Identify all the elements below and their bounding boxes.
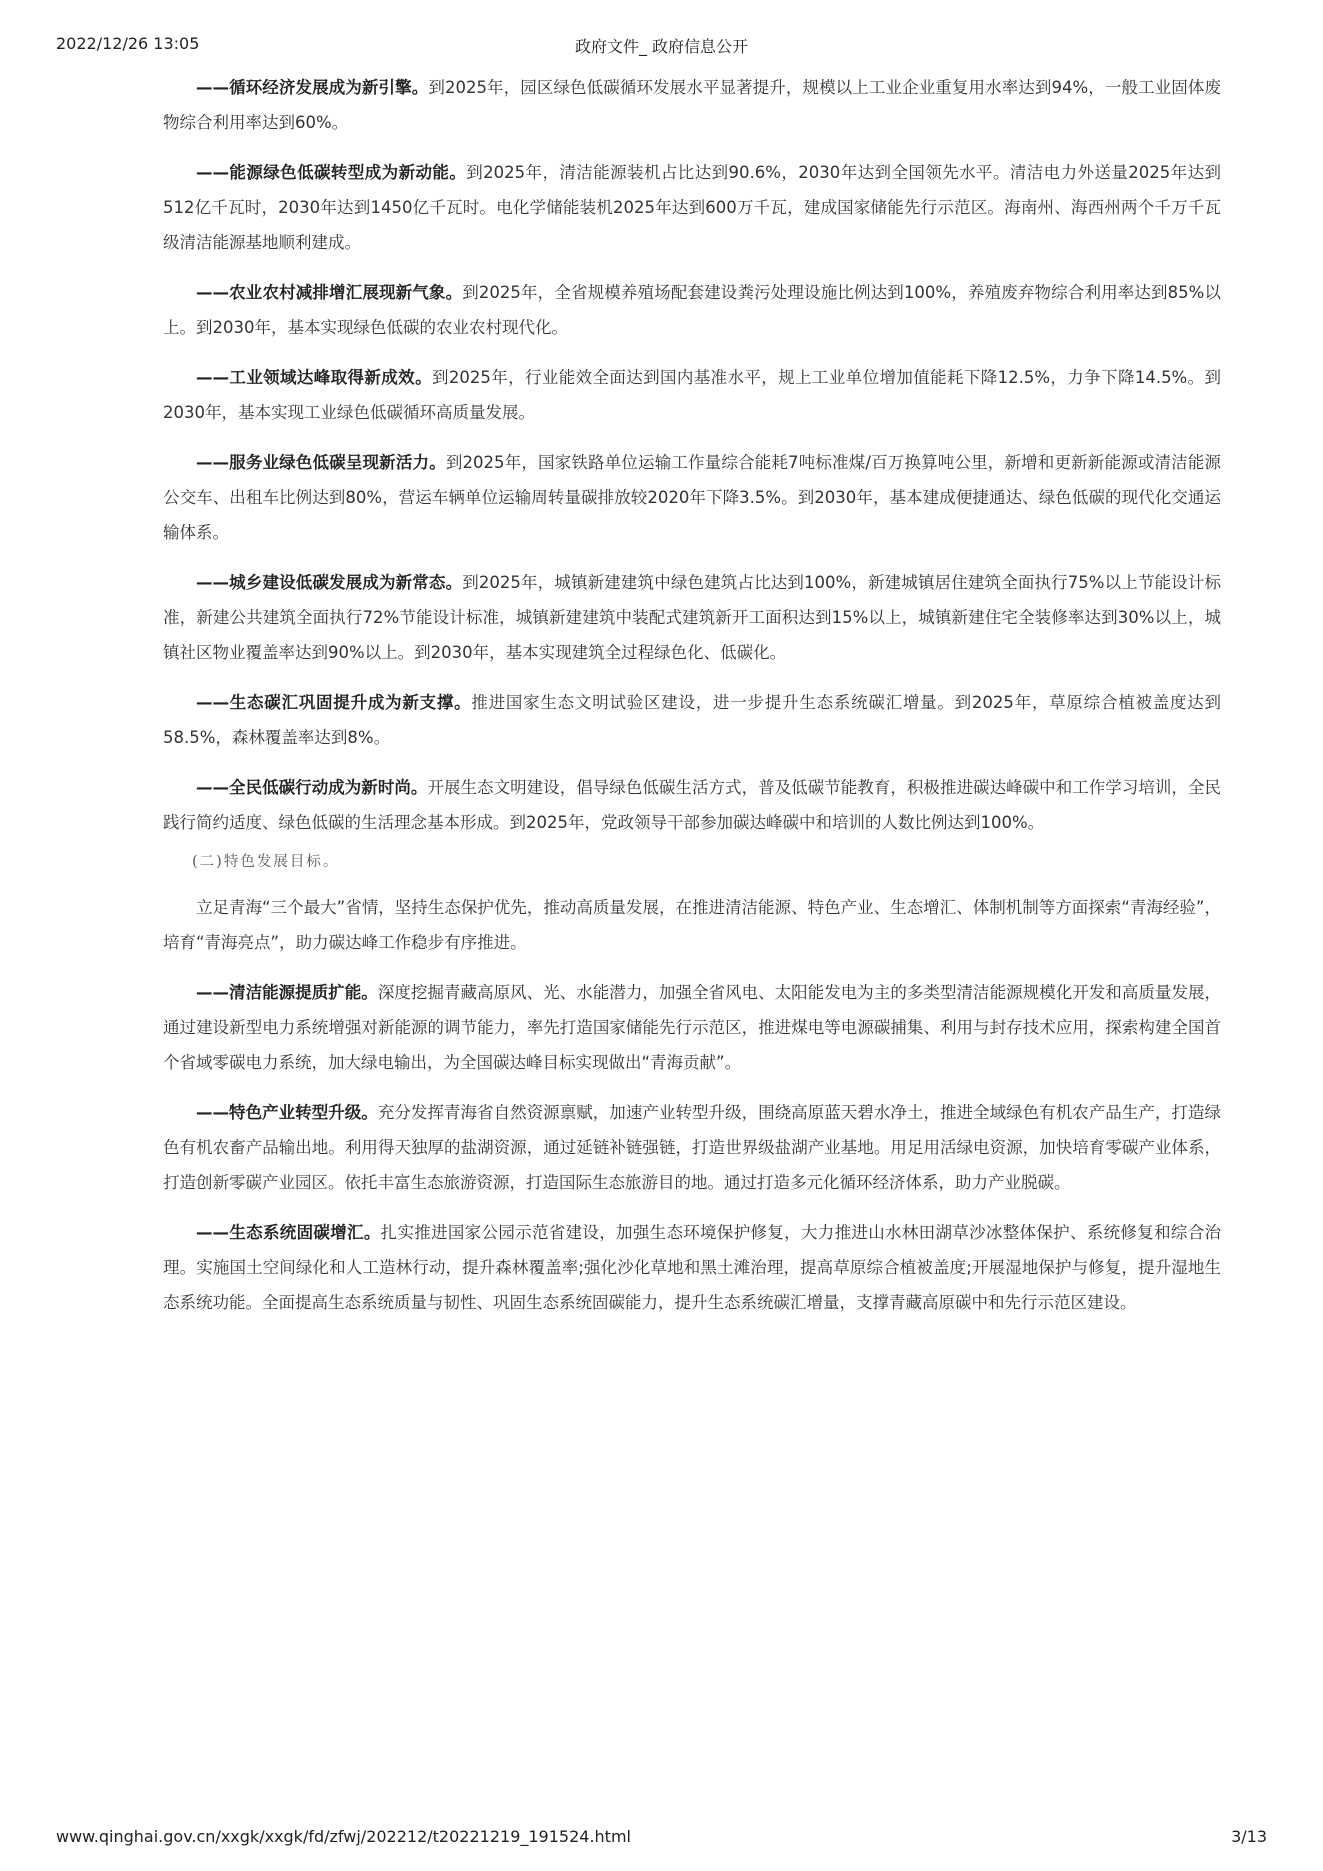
section-intro: 立足青海“三个最大”省情，坚持生态保护优先，推动高质量发展，在推进清洁能源、特色产业、生态增汇、体制机制等方面探索“青海经验”，培育“青海亮点”，助力碳达峰工作稳步有序推进。 xyxy=(163,898,1221,952)
paragraph-text: 到2025年，清洁能源装机占比达到90.6%，2030年达到全国领先水平。清洁电力外送量2025年达到512亿千瓦时，2030年达到1450亿千瓦时。电化学储能装机2025年达到600万千瓦，建成国家储能先行示范区。海南州、海西州两个千万千瓦级清洁能源基地顺利建成。 xyxy=(163,163,1222,252)
paragraph-lead: ——生态碳汇巩固提升成为新支撑。 xyxy=(196,693,472,712)
paragraph-text: 到2025年，国家铁路单位运输工作量综合能耗7吨标准煤/百万换算吨公里，新增和更新新能源或清洁能源公交车、出租车比例达到80%，营运车辆单位运输周转量碳排放较2020年下降3.5%。到2030年，基本建成便捷通达、绿色低碳的现代化交通运输体系。 xyxy=(163,453,1221,542)
paragraph-industry xyxy=(163,360,1221,430)
paragraph-carbon-sink xyxy=(163,685,1221,755)
paragraph-services xyxy=(163,445,1221,550)
print-header xyxy=(56,34,1267,58)
page-url: www.qinghai.gov.cn/xxgk/xxgk/fd/zfwj/202212/t20221219_191524.html xyxy=(56,1827,631,1846)
section-subheading: (二)特色发展目标。 xyxy=(192,854,340,870)
paragraph-lead: ——农业农村减排增汇展现新气象。 xyxy=(196,283,463,302)
paragraph-urban-rural xyxy=(163,565,1221,670)
paragraph-lead: ——服务业绿色低碳呈现新活力。 xyxy=(196,453,446,472)
paragraph-clean-energy xyxy=(163,975,1221,1080)
paragraph-ecosystem-sink xyxy=(163,1215,1221,1320)
paragraph-text: 到2025年，城镇新建建筑中绿色建筑占比达到100%，新建城镇居住建筑全面执行75%以上节能设计标准，新建公共建筑全面执行72%节能设计标准，城镇新建建筑中装配式建筑新开工面积达到15%以上，城镇新建住宅全装修率达到30%以上，城镇社区物业覆盖率达到90%以上。到2030年，基本实现建筑全过程绿色化、低碳化。 xyxy=(163,573,1222,662)
paragraph-lead: ——清洁能源提质扩能。 xyxy=(196,983,378,1002)
paragraph-lead: ——能源绿色低碳转型成为新动能。 xyxy=(196,163,467,182)
paragraph-lead: ——城乡建设低碳发展成为新常态。 xyxy=(196,573,463,592)
paragraph-lead: ——工业领域达峰取得新成效。 xyxy=(196,368,432,387)
paragraph-text: 充分发挥青海省自然资源禀赋，加速产业转型升级，围绕高原蓝天碧水净土，推进全域绿色有机农产品生产，打造绿色有机农畜产品输出地。利用得天独厚的盐湖资源，通过延链补链强链，打造世界级盐湖产业基地。用足用活绿电资源，加快培育零碳产业体系，打造创新零碳产业园区。依托丰富生态旅游资源，打造国际生态旅游目的地。通过打造多元化循环经济体系，助力产业脱碳。 xyxy=(163,1103,1222,1192)
paragraph-text: 到2025年，行业能效全面达到国内基准水平，规上工业单位增加值能耗下降12.5%，力争下降14.5%。到2030年，基本实现工业绿色低碳循环高质量发展。 xyxy=(163,368,1222,422)
paragraph-text: 扎实推进国家公园示范省建设，加强生态环境保护修复，大力推进山水林田湖草沙冰整体保护、系统修复和综合治理。实施国土空间绿化和人工造林行动，提升森林覆盖率;强化沙化草地和黑土滩治理，提高草原综合植被盖度;开展湿地保护与修复，提升湿地生态系统功能。全面提高生态系统质量与韧性、巩固生态系统固碳能力，提升生态系统碳汇增量，支撑青藏高原碳中和先行示范区建设。 xyxy=(163,1223,1222,1312)
document-body xyxy=(163,70,1221,1335)
print-datetime: 2022/12/26 13:05 xyxy=(56,34,200,53)
paragraph-energy-transition xyxy=(163,155,1221,260)
page-number: 3/13 xyxy=(1231,1827,1267,1846)
paragraph-text: 到2025年，全省规模养殖场配套建设粪污处理设施比例达到100%，养殖废弃物综合利用率达到85%以上。到2030年，基本实现绿色低碳的农业农村现代化。 xyxy=(163,283,1222,337)
paragraph-text: 开展生态文明建设，倡导绿色低碳生活方式，普及低碳节能教育，积极推进碳达峰碳中和工作学习培训，全民践行简约适度、绿色低碳的生活理念基本形成。到2025年，党政领导干部参加碳达峰碳中和培训的人数比例达到100%。 xyxy=(163,778,1222,832)
paragraph-circular-economy xyxy=(163,70,1221,140)
paragraph-lead: ——生态系统固碳增汇。 xyxy=(196,1223,381,1242)
paragraph-public-action xyxy=(163,770,1221,840)
print-footer xyxy=(56,1827,1267,1849)
paragraph-lead: ——循环经济发展成为新引擎。 xyxy=(196,78,429,97)
page-title: 政府文件_ 政府信息公开 xyxy=(574,37,749,56)
paragraph-agriculture xyxy=(163,275,1221,345)
paragraph-lead: ——全民低碳行动成为新时尚。 xyxy=(196,778,428,797)
paragraph-text: 深度挖掘青藏高原风、光、水能潜力，加强全省风电、太阳能发电为主的多类型清洁能源规模化开发和高质量发展，通过建设新型电力系统增强对新能源的调节能力，率先打造国家储能先行示范区，推进煤电等电源碳捕集、利用与封存技术应用，探索构建全国首个省域零碳电力系统，加大绿电输出，为全国碳达峰目标实现做出“青海贡献”。 xyxy=(163,983,1222,1072)
paragraph-lead: ——特色产业转型升级。 xyxy=(196,1103,378,1122)
paragraph-featured-industry xyxy=(163,1095,1221,1200)
paragraph-text: 推进国家生态文明试验区建设，进一步提升生态系统碳汇增量。到2025年，草原综合植被盖度达到58.5%，森林覆盖率达到8%。 xyxy=(163,693,1221,747)
paragraph-text: 到2025年，园区绿色低碳循环发展水平显著提升，规模以上工业企业重复用水率达到94%，一般工业固体废物综合利用率达到60%。 xyxy=(163,78,1222,132)
